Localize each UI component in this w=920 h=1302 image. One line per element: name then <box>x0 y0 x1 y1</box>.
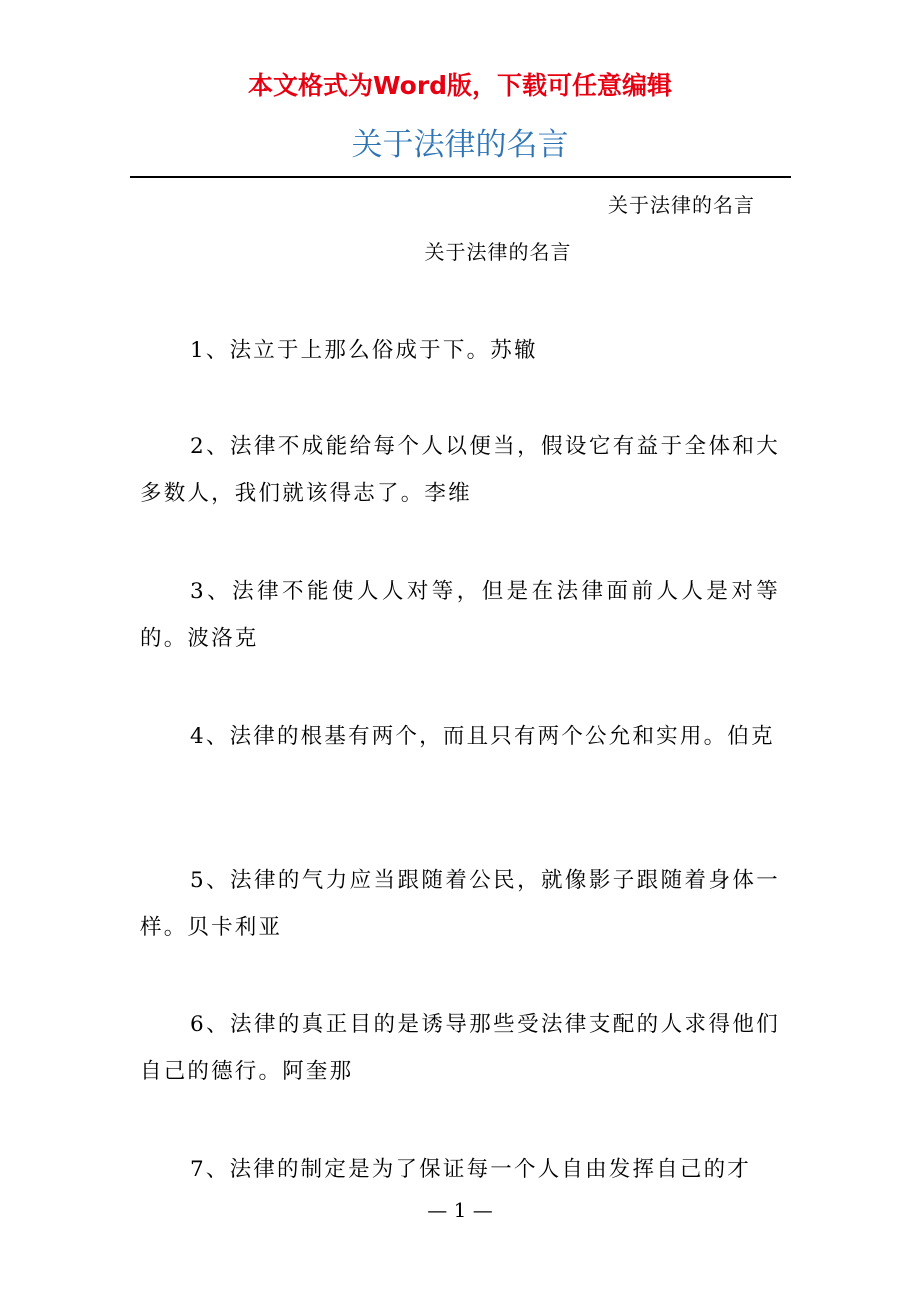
quote-item: 7、法律的制定是为了保证每一个人自由发挥自己的才 <box>190 1157 751 1182</box>
quote-item: 2、法律不成能给每个人以便当，假设它有益于全体和大多数人，我们就该得志了。李维 <box>140 434 780 506</box>
quote-item: 3、法律不能使人人对等，但是在法律面前人人是对等的。波洛克 <box>140 579 780 651</box>
page-number: — 1 — <box>427 1198 493 1222</box>
quote-item: 1、法立于上那么俗成于下。苏辙 <box>190 338 538 363</box>
quote-item: 6、法律的真正目的是诱导那些受法律支配的人求得他们自己的德行。阿奎那 <box>140 1012 780 1084</box>
format-banner: 本文格式为Word版，下载可任意编辑 <box>247 71 673 100</box>
quote-item: 4、法律的根基有两个，而且只有两个公允和实用。伯克 <box>190 724 775 749</box>
quote-item: 5、法律的气力应当跟随着公民，就像影子跟随着身体一样。贝卡利亚 <box>140 868 780 940</box>
document-title: 关于法律的名言 <box>351 127 569 163</box>
title-divider <box>130 176 791 178</box>
header-title: 关于法律的名言 <box>608 193 755 217</box>
body-title: 关于法律的名言 <box>424 240 572 264</box>
